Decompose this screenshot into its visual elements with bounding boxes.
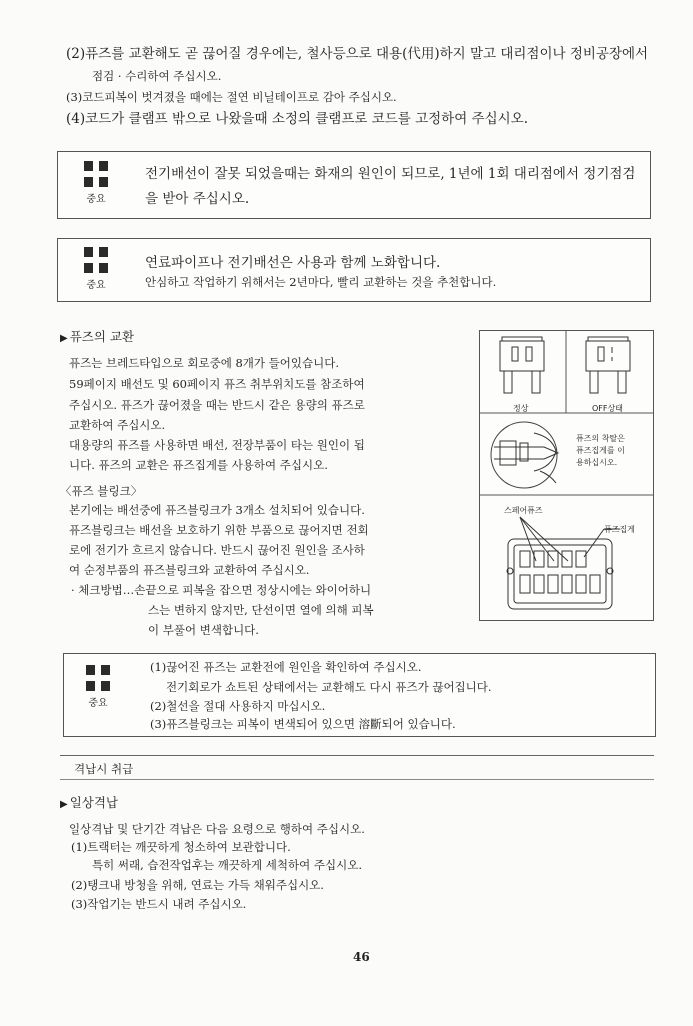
figure-note: 용하십시오. (576, 458, 618, 467)
check-method: 스는 변하지 않지만, 단선이면 열에 의해 피복 (148, 603, 374, 617)
note-text: (3)퓨즈블링크는 피복이 변색되어 있으면 溶斷되어 있습니다. (150, 717, 456, 731)
list-item: 점검 · 수리하여 주십시오. (92, 69, 222, 83)
section-rule (60, 755, 654, 756)
subheading: 〈퓨즈 블링크〉 (60, 484, 143, 498)
paragraph-line: 일상격납 및 단기간 격납은 다음 요령으로 행하여 주십시오. (69, 822, 365, 836)
note-text: 연료파이프나 전기배선은 사용과 함께 노화합니다. (145, 255, 441, 271)
list-item: (3)코드피복이 벗겨졌을 때에는 절연 비닐테이프로 감아 주십시오. (66, 90, 397, 104)
important-label: 중요 (88, 698, 108, 709)
important-icon (83, 160, 109, 188)
note-text: 안심하고 작업하기 위해서는 2년마다, 빨리 교환하는 것을 추천합니다. (145, 275, 497, 289)
section-heading: ▶ 일상격납 (60, 795, 119, 810)
list-item: (2)퓨즈를 교환해도 곧 끊어질 경우에는, 철사등으로 대용(代用)하지 말고 대리점이나 정비공장에서 (66, 46, 649, 62)
figure-label-tongs: 퓨즈집게 (604, 525, 635, 534)
page-number: 46 (353, 950, 370, 964)
note-text: 전기배선이 잘못 되었을때는 화재의 원인이 되므로, 1년에 1회 대리점에서 정기점검 (145, 166, 636, 182)
fuse-figure (479, 330, 654, 621)
paragraph-line: 교환하여 주십시오. (69, 418, 166, 432)
fuse-tongs-hand-icon (491, 422, 558, 488)
paragraph-line: 59페이지 배선도 및 60페이지 퓨즈 취부위치도를 참조하여 (69, 377, 365, 391)
paragraph-line: 퓨즈블링크는 배선을 보호하기 위한 부품으로 끊어지면 전회 (69, 523, 369, 537)
blown-fuse-icon (586, 337, 630, 393)
figure-note: 퓨즈의 착탈은 (576, 434, 625, 443)
list-item: (3)작업기는 반드시 내려 주십시오. (71, 897, 247, 911)
figure-note: 퓨즈집게를 이 (576, 446, 625, 455)
section-rule (60, 779, 654, 780)
paragraph-line: 니다. 퓨즈의 교환은 퓨즈집게를 사용하여 주십시오. (69, 458, 328, 472)
normal-fuse-icon (500, 337, 544, 393)
important-icon (85, 664, 111, 692)
important-note-1 (57, 151, 651, 219)
section-title: 격납시 취급 (74, 762, 134, 776)
list-item: (4)코드가 클램프 밖으로 나왔을때 소정의 클램프로 코드를 고정하여 주십시오. (66, 111, 529, 127)
paragraph-line: 본기에는 배선중에 퓨즈블링크가 3개소 설치되어 있습니다. (69, 503, 365, 517)
paragraph-line: 대용량의 퓨즈를 사용하면 배선, 전장부품이 타는 원인이 됩 (69, 438, 365, 452)
important-badge (76, 664, 120, 709)
list-item: (1)트랙터는 깨끗하게 청소하여 보관합니다. (71, 840, 291, 854)
section-heading: ▶ 퓨즈의 교환 (60, 329, 135, 344)
list-item: (2)탱크내 방청을 위해, 연료는 가득 채워주십시오. (71, 878, 324, 892)
check-method: 이 부풀어 변색합니다. (148, 623, 259, 637)
important-note-2 (57, 238, 651, 302)
note-text: 을 받아 주십시오. (145, 191, 250, 207)
list-item: 특히 써래, 습전작업후는 깨끗하게 세척하여 주십시오. (92, 858, 362, 872)
paragraph-line: 주십시오. 퓨즈가 끊어졌을 때는 반드시 같은 용량의 퓨즈로 (69, 398, 365, 412)
paragraph-line: 로에 전기가 흐르지 않습니다. 반드시 끊어진 원인을 조사하 (69, 543, 365, 557)
figure-label-normal: 정상 (513, 404, 529, 413)
important-icon (83, 246, 109, 274)
important-badge (74, 160, 118, 205)
fuse-illustration (480, 331, 653, 620)
check-method: · 체크방법…손끝으로 피복을 잡으면 정상시에는 와이어하니 (71, 583, 372, 597)
important-note-3 (63, 653, 656, 737)
important-label: 중요 (86, 280, 106, 291)
important-badge (74, 246, 118, 291)
note-text: (1)끊어진 퓨즈는 교환전에 원인을 확인하여 주십시오. (150, 660, 422, 674)
important-label: 중요 (86, 194, 106, 205)
paragraph-line: 여 순정부품의 퓨즈블링크와 교환하여 주십시오. (69, 563, 310, 577)
figure-label-off: OFF상태 (592, 404, 623, 413)
note-text: 전기회로가 쇼트된 상태에서는 교환해도 다시 퓨즈가 끊어집니다. (166, 680, 492, 694)
figure-label-spare: 스페어퓨즈 (504, 506, 543, 515)
paragraph-line: 퓨즈는 브레드타입으로 회로중에 8개가 들어있습니다. (69, 356, 339, 370)
note-text: (2)철선을 절대 사용하지 마십시오. (150, 699, 326, 713)
